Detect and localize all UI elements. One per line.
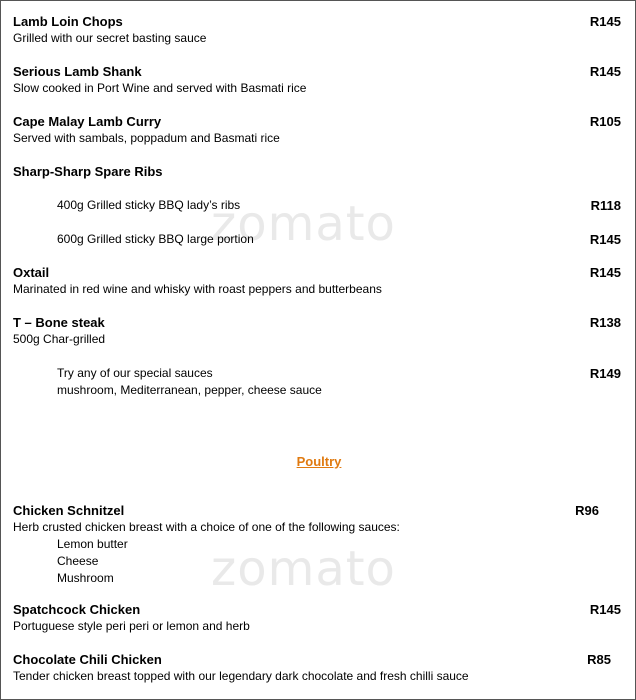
item-price: R96 [575,503,599,518]
sauce-options [57,365,623,399]
item-description: Grilled with our secret basting sauce [13,31,207,45]
item-title: Sharp-Sharp Spare Ribs [13,164,163,179]
item-title: Lamb Loin Chops [13,14,123,29]
sauce-option: Mushroom [57,571,114,585]
menu-item [13,13,623,47]
item-price: R105 [589,114,621,129]
menu-sub-item [57,231,623,248]
sauce-option: Cheese [57,554,99,568]
item-price: R145 [589,14,621,29]
item-price: R145 [589,265,621,280]
menu-item [13,113,623,147]
menu-item [13,314,623,348]
item-title: Cape Malay Lamb Curry [13,114,162,129]
item-title: Oxtail [13,265,50,280]
sub-item-label: 600g Grilled sticky BBQ large portion [57,232,254,246]
sub-item-price: R145 [589,232,621,247]
item-price: R138 [589,315,621,330]
sub-item-price: R118 [590,198,621,213]
watermark: zomato [211,196,396,252]
item-title: Chocolate Chili Chicken [13,652,162,667]
menu-item [13,63,623,97]
item-title: T – Bone steak [13,315,105,330]
menu-item [13,502,623,587]
section-heading-poultry: Poultry [296,454,342,469]
item-title: Chicken Schnitzel [13,503,125,518]
sauce-intro: Try any of our special sauces [57,366,213,380]
sub-item-label: 400g Grilled sticky BBQ lady’s ribs [57,198,241,212]
item-description: Herb crusted chicken breast with a choice of one of the following sauces: [13,520,400,534]
item-description: Portuguese style peri peri or lemon and herb [13,619,250,633]
menu-item [13,163,623,180]
menu-item [13,264,623,298]
item-description: Tender chicken breast topped with our legendary dark chocolate and fresh chilli sauce [13,669,469,683]
menu-item [13,601,623,635]
item-description: 500g Char-grilled [13,332,106,346]
item-description: Served with sambals, poppadum and Basmati rice [13,131,280,145]
item-description: Marinated in red wine and whisky with roast peppers and butterbeans [13,282,382,296]
menu-sub-item [57,197,623,214]
sauce-price: R149 [589,366,621,381]
item-price: R145 [589,64,621,79]
watermark: zomato [211,541,396,597]
item-title: Serious Lamb Shank [13,64,142,79]
item-description: Slow cooked in Port Wine and served with Basmati rice [13,81,307,95]
sauce-list: mushroom, Mediterranean, pepper, cheese sauce [57,383,322,397]
menu-item [13,651,623,685]
item-price: R145 [589,602,621,617]
sauce-option: Lemon butter [57,537,128,551]
item-price: R85 [587,652,611,667]
item-title: Spatchcock Chicken [13,602,141,617]
